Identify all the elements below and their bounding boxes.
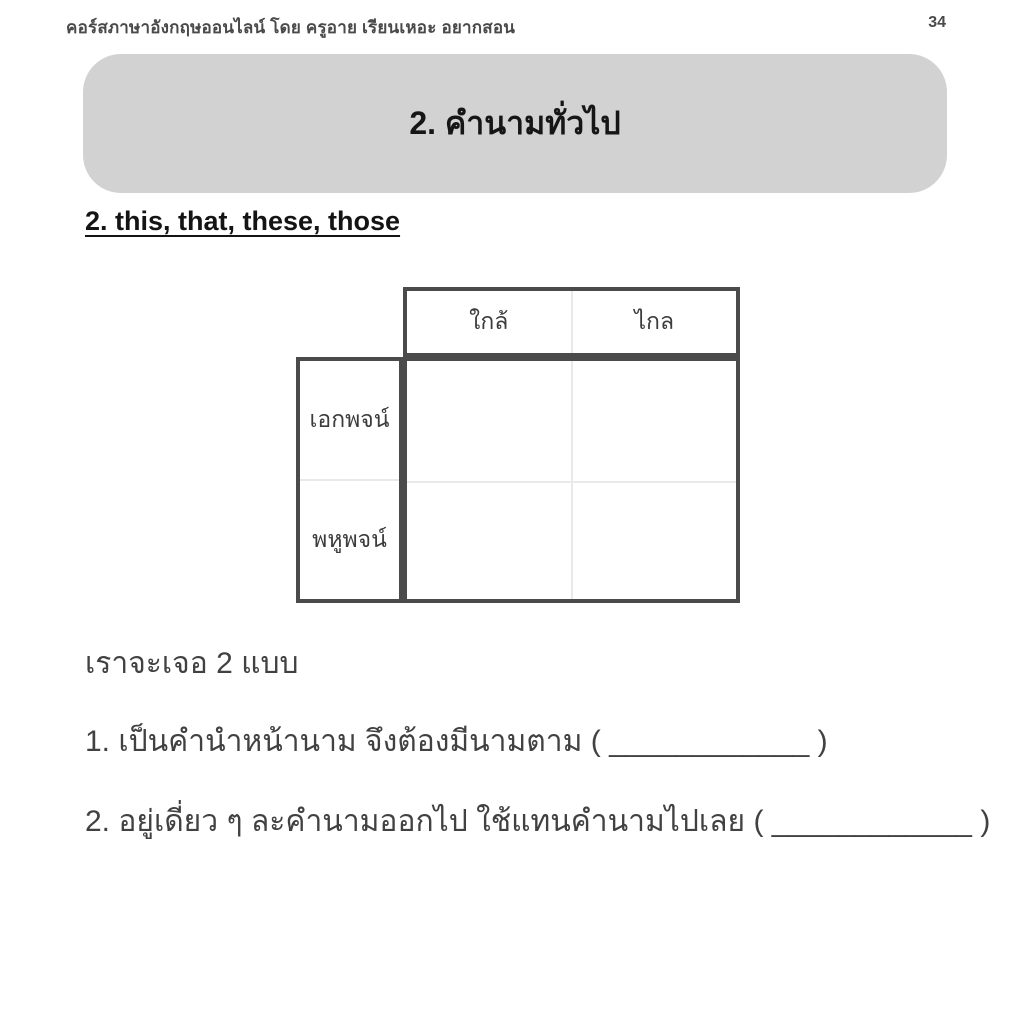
page-number: 34 [928, 14, 946, 31]
row-label-plural: พหูพจน์ [312, 526, 387, 552]
row-label-singular: เอกพจน์ [300, 361, 399, 481]
table-cell-singular-far [573, 361, 736, 481]
list-item-1: 1. เป็นคำนำหน้านาม จึงต้องมีนามตาม ( ____________ ) [85, 725, 828, 758]
title-banner [83, 54, 947, 193]
table-cell-plural-far [573, 483, 736, 599]
list-item-2: 2. อยู่เดี่ยว ๆ ละคำนามออกไป ใช้แทนคำนามไปเลย ( ____________ ) [85, 805, 991, 838]
section-heading: 2. this, that, these, those [85, 206, 401, 236]
table-row-labels [296, 357, 403, 603]
table-header-row [403, 287, 740, 357]
column-header-far: ไกล [634, 308, 675, 334]
banner-title: 2. คำนามทั่วไป [409, 105, 621, 141]
column-header-near: ใกล้ [407, 291, 573, 353]
table-cell-plural-near [407, 483, 571, 599]
demonstratives-table [296, 287, 740, 603]
course-title: คอร์สภาษาอังกฤษออนไลน์ โดย ครูอาย เรียนเหอะ อยากสอน [66, 18, 516, 37]
table-cell-singular-near [407, 361, 571, 481]
intro-text: เราจะเจอ 2 แบบ [85, 647, 299, 680]
page-header [66, 14, 958, 41]
table-body [403, 357, 740, 603]
